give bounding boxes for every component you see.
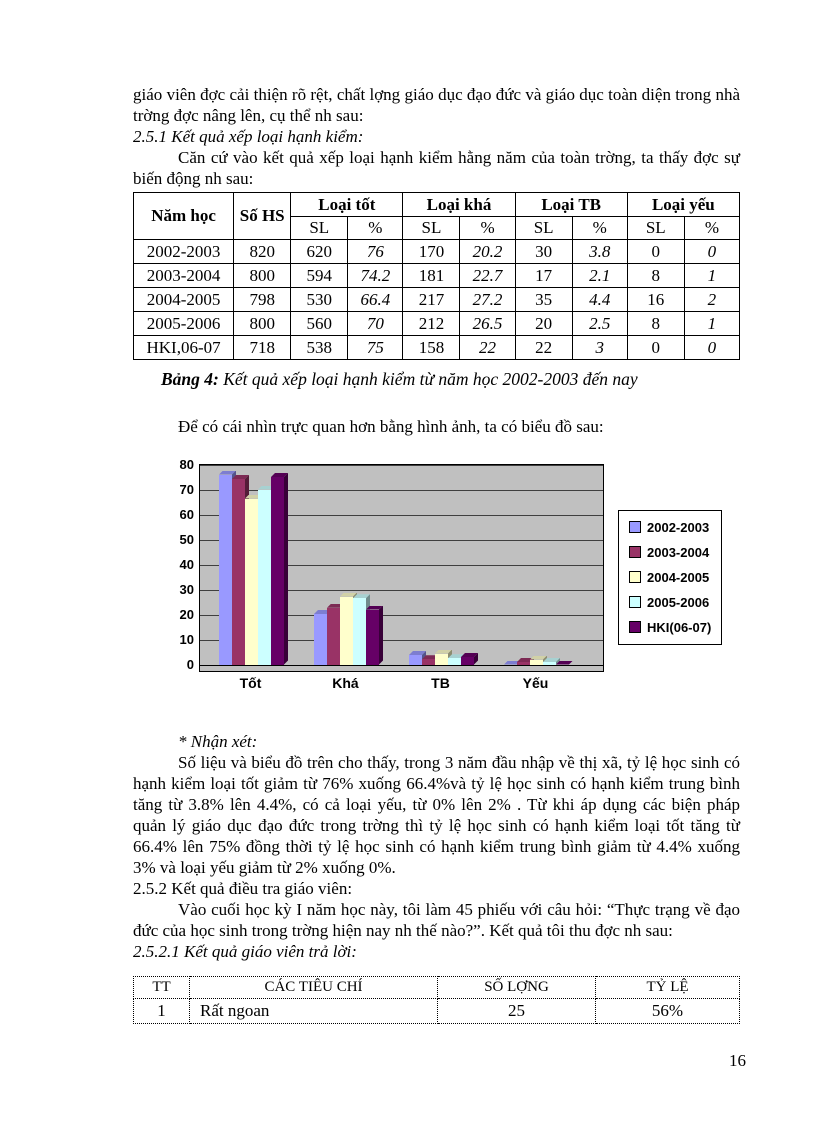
bar-group [204,475,299,665]
legend-label: 2003-2004 [647,544,710,560]
sl-cell: 16 [627,288,684,312]
sl-cell: 530 [291,288,348,312]
table-caption-label: Bảng 4: [161,369,219,389]
legend-item [629,545,711,560]
hanh-kiem-table-body [134,240,740,360]
sl-cell: 0 [627,336,684,360]
pct-cell: 2.5 [572,312,627,336]
survey-header-criteria: CÁC TIÊU CHÍ [190,977,438,999]
pct-cell: 22.7 [460,264,515,288]
chart-x-axis [199,675,604,691]
year-cell: HKI,06-07 [134,336,234,360]
sl-cell: 560 [291,312,348,336]
y-axis-tick: 70 [179,481,194,497]
sl-cell: 620 [291,240,348,264]
sl-cell: 8 [627,264,684,288]
sl-cell: 8 [627,312,684,336]
pct-cell: 2 [684,288,739,312]
survey-cell-count: 25 [438,999,596,1024]
pct-cell: 75 [348,336,403,360]
ranking-table-row [134,264,740,288]
sl-cell: 158 [403,336,460,360]
header-pct: % [460,217,515,240]
bar-side-face [284,473,288,665]
legend-label: 2005-2006 [647,594,710,610]
bar [314,614,327,665]
pct-cell: 3 [572,336,627,360]
students-cell: 798 [234,288,291,312]
survey-row [134,999,740,1024]
sl-cell: 594 [291,264,348,288]
bar-side-face [379,606,383,665]
y-axis-tick: 60 [179,506,194,522]
sl-cell: 35 [515,288,572,312]
header-so-hs: Số HS [234,193,291,240]
legend-label: 2002-2003 [647,519,710,535]
legend-item [629,570,711,585]
pct-cell: 26.5 [460,312,515,336]
survey-header-row [134,977,740,999]
hanh-kiem-table [133,192,740,360]
survey-cell-rate: 56% [596,999,740,1024]
header-pct: % [572,217,627,240]
bar [517,662,530,665]
year-cell: 2005-2006 [134,312,234,336]
section-2-5-2-1-heading: 2.5.2.1 Kết quả giáo viên trả lời: [133,942,357,961]
sl-cell: 212 [403,312,460,336]
pct-cell: 1 [684,312,739,336]
pct-cell: 3.8 [572,240,627,264]
legend-swatch [629,546,641,558]
survey-cell-criteria: Rất ngoan [190,999,438,1024]
bar [461,657,474,665]
header-nam-hoc: Năm học [134,193,234,240]
y-axis-tick: 40 [179,556,194,572]
header-sl: SL [627,217,684,240]
ranking-table-row [134,336,740,360]
bar-group [299,597,394,665]
bar [340,597,353,665]
bar [258,490,271,665]
bar-group [394,654,489,665]
header-pct: % [348,217,403,240]
sl-cell: 217 [403,288,460,312]
bar [448,658,461,664]
bar [422,659,435,664]
pct-cell: 74.2 [348,264,403,288]
chart-plot-stack [199,464,604,691]
bar [435,654,448,665]
bar [327,608,340,665]
bar-group [489,660,584,665]
header-sl: SL [515,217,572,240]
year-cell: 2004-2005 [134,288,234,312]
chart-y-axis [169,456,199,672]
chart-floor [199,666,604,672]
bar [543,662,556,665]
chart-plot-area [169,456,604,691]
survey-cell-tt: 1 [134,999,190,1024]
y-axis-tick: 0 [186,656,194,672]
header-pct: % [684,217,739,240]
y-axis-tick: 50 [179,531,194,547]
pct-cell: 0 [684,336,739,360]
pct-cell: 2.1 [572,264,627,288]
survey-table [133,976,740,1024]
chart-legend [618,510,722,645]
pct-cell: 0 [684,240,739,264]
survey-header-rate: TỶ LỆ [596,977,740,999]
pct-cell: 70 [348,312,403,336]
legend-swatch [629,521,641,533]
section-2-5-1-heading: 2.5.1 Kết quả xếp loại hạnh kiểm: [133,127,364,146]
sl-cell: 0 [627,240,684,264]
bar [245,499,258,665]
page-number: 16 [729,1051,746,1070]
x-axis-label: Khá [332,674,359,691]
legend-item [629,520,711,535]
survey-header-count: SỐ LỢNG [438,977,596,999]
pct-cell: 4.4 [572,288,627,312]
pct-cell: 1 [684,264,739,288]
bar [271,477,284,665]
legend-item [629,620,711,635]
legend-label: 2004-2005 [647,569,710,585]
paragraph-intro: giáo viên đợc cải thiện rõ rệt, chất lợng giáo dục đạo đức và giáo dục toàn diện trong nhà trờng đợc nâng lên, cụ thể nh sau: [133,85,740,125]
y-axis-tick: 10 [179,631,194,647]
header-sl: SL [291,217,348,240]
chart-plot-wall [199,464,604,666]
header-row-groups [134,193,740,217]
header-loai-tb: Loại TB [515,193,627,217]
y-axis-tick: 80 [179,456,194,472]
pct-cell: 76 [348,240,403,264]
legend-swatch [629,596,641,608]
bar [353,598,366,664]
bar [530,660,543,665]
hanh-kiem-chart [169,451,740,703]
students-cell: 820 [234,240,291,264]
section-2-5-2-heading: 2.5.2 Kết quả điều tra giáo viên: [133,879,353,898]
year-cell: 2002-2003 [134,240,234,264]
bar [232,479,245,665]
sl-cell: 22 [515,336,572,360]
ranking-table-row [134,288,740,312]
pct-cell: 27.2 [460,288,515,312]
bar [219,475,232,665]
x-axis-label: Tốt [239,674,262,691]
y-axis-tick: 30 [179,581,194,597]
header-loai-kha: Loại khá [403,193,515,217]
paragraph-2-5-1: Căn cứ vào kết quả xếp loại hạnh kiểm hằng năm của toàn trờng, ta thấy đợc sự biến động nh sau: [133,148,740,188]
sl-cell: 170 [403,240,460,264]
pct-cell: 22 [460,336,515,360]
pct-cell: 20.2 [460,240,515,264]
students-cell: 800 [234,264,291,288]
bar [366,610,379,665]
legend-item [629,595,711,610]
legend-swatch [629,621,641,633]
ranking-table-row [134,312,740,336]
table-caption [133,368,740,390]
students-cell: 800 [234,312,291,336]
header-loai-tot: Loại tốt [291,193,403,217]
legend-swatch [629,571,641,583]
remark-body: Số liệu và biểu đồ trên cho thấy, trong 3 năm đầu nhập về thị xã, tỷ lệ học sinh có hạnh kiểm loại tốt giảm từ 76% xuống 66.4%và tỷ lệ học sinh có hạnh kiểm trung bình tăng từ 3.8% lên 4.4%, có cả loại yếu, từ 0% lên 2% . Từ khi áp dụng các biện pháp quản lý giáo dục đạo đức trong trờng thì tỷ lệ học sinh có hạnh kiểm loại tốt tăng từ 66.4% lên 75% đồng thời tỷ lệ học sinh có hạnh kiểm trung bình giảm từ 4.4% xuống 3% và loại yếu giảm từ 2% xuống 0%. [133,753,740,877]
chart-intro-text: Để có cái nhìn trực quan hơn bằng hình ảnh, ta có biểu đồ sau: [178,417,604,436]
year-cell: 2003-2004 [134,264,234,288]
sl-cell: 17 [515,264,572,288]
students-cell: 718 [234,336,291,360]
header-sl: SL [403,217,460,240]
sl-cell: 30 [515,240,572,264]
legend-label: HKI(06-07) [647,619,712,635]
bar [409,655,422,665]
ranking-table-row [134,240,740,264]
remark-heading: * Nhận xét: [178,732,258,751]
hanh-kiem-table-head [134,193,740,240]
header-loai-yeu: Loại yếu [627,193,739,217]
survey-header-tt: TT [134,977,190,999]
sl-cell: 538 [291,336,348,360]
y-axis-tick: 20 [179,606,194,622]
sl-cell: 20 [515,312,572,336]
sl-cell: 181 [403,264,460,288]
paragraph-2-5-2: Vào cuối học kỳ I năm học này, tôi làm 45 phiếu với câu hỏi: “Thực trạng về đạo đức của học sinh trong trờng hiện nay nh thế nào?”. Kết quả tôi thu đợc nh sau: [133,900,740,940]
x-axis-label: Yếu [522,674,549,691]
table-caption-text: Kết quả xếp loại hạnh kiểm từ năm học 2002-2003 đến nay [218,369,638,389]
x-axis-label: TB [431,674,450,691]
pct-cell: 66.4 [348,288,403,312]
